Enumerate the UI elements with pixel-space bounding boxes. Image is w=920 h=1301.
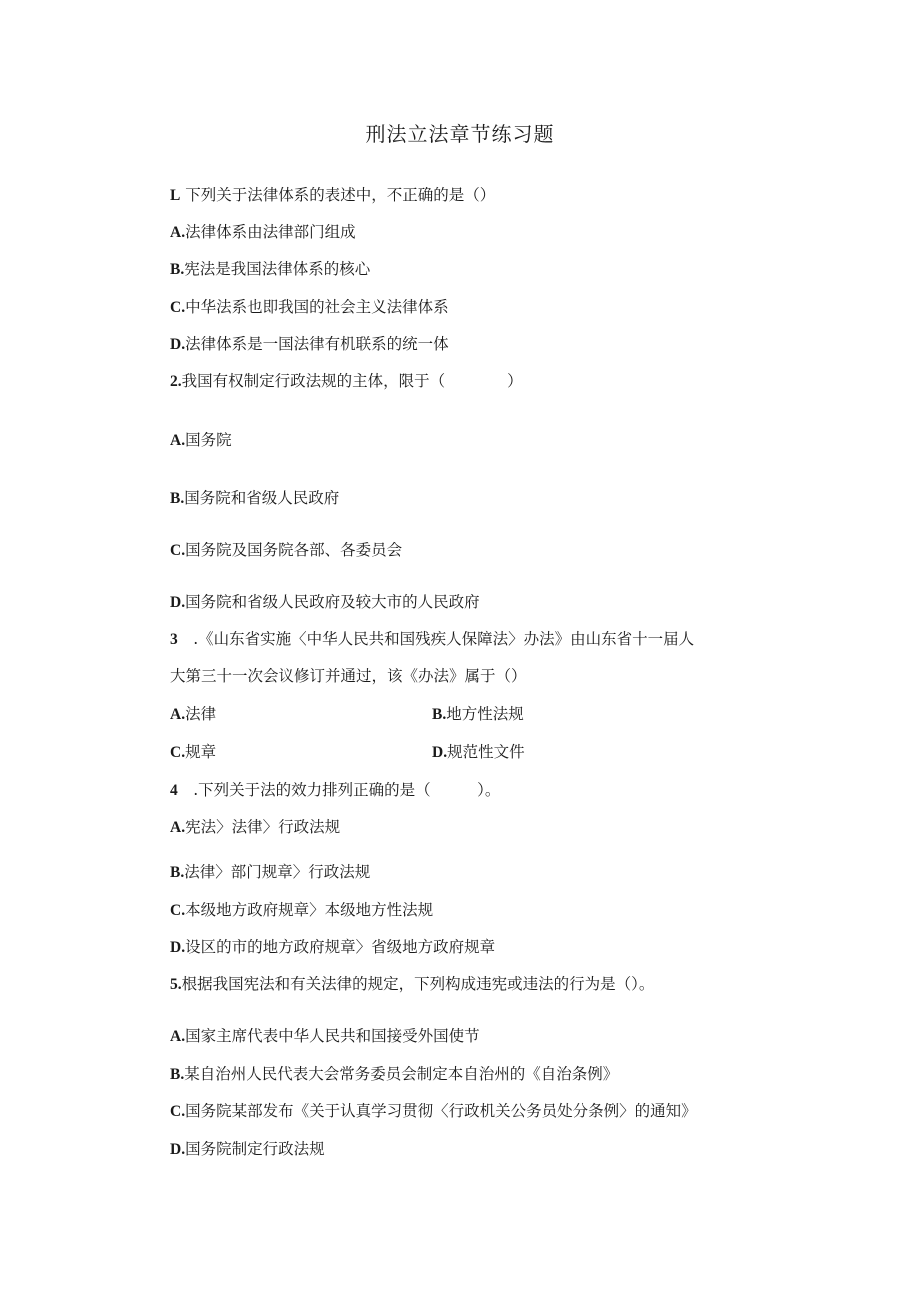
- option-text: 国务院制定行政法规: [185, 1140, 325, 1158]
- question-number: 3: [170, 631, 178, 648]
- question-number: 5.: [170, 976, 182, 993]
- option-mark: A.: [170, 1028, 186, 1045]
- option-text: 国务院和省级人民政府及较大市的人民政府: [185, 593, 480, 611]
- question-text: 我国有权制定行政法规的主体，限于（ ）: [181, 372, 523, 390]
- q3-option-d: [432, 741, 525, 764]
- question-3-stem-line-1: [170, 628, 694, 651]
- q4-option-c: [170, 899, 433, 922]
- question-number: 4: [170, 782, 178, 799]
- question-2-stem: [170, 370, 523, 393]
- question-text: .《山东省实施〈中华人民共和国残疾人保障法〉办法》由山东省十一届人: [177, 630, 695, 648]
- q5-option-b: [170, 1063, 618, 1086]
- option-text: 法律〉部门规章〉行政法规: [184, 863, 371, 881]
- question-1-stem: [170, 184, 495, 207]
- option-text: 法律体系是一国法律有机联系的统一体: [185, 335, 449, 353]
- q1-option-a: [170, 221, 356, 244]
- q5-option-a: [170, 1025, 480, 1048]
- q1-option-d: [170, 333, 449, 356]
- q2-option-a: [170, 429, 232, 452]
- question-text: 下列关于法律体系的表述中，不正确的是（）: [180, 186, 496, 204]
- option-mark: B.: [432, 706, 447, 723]
- option-text: 国务院及国务院各部、各委员会: [185, 541, 403, 559]
- q2-option-d: [170, 591, 480, 614]
- question-text: 根据我国宪法和有关法律的规定，下列构成违宪或违法的行为是（）。: [181, 975, 655, 993]
- option-mark: B.: [170, 864, 185, 881]
- option-mark: C.: [170, 1103, 186, 1120]
- q4-option-d: [170, 936, 495, 959]
- q1-option-c: [170, 296, 449, 319]
- option-mark: D.: [170, 336, 186, 353]
- option-text: 某自治州人民代表大会常务委员会制定本自治州的《自治条例》: [184, 1065, 619, 1083]
- option-mark: D.: [170, 939, 186, 956]
- option-mark: D.: [432, 744, 448, 761]
- question-number: 2.: [170, 373, 182, 390]
- option-text: 国务院和省级人民政府: [184, 489, 340, 507]
- option-mark: B.: [170, 490, 185, 507]
- option-text: 设区的市的地方政府规章〉省级地方政府规章: [185, 938, 496, 956]
- option-mark: A.: [170, 432, 186, 449]
- q3-option-c: [170, 741, 216, 764]
- q2-option-b: [170, 487, 339, 510]
- page-title: 刑法立法章节练习题: [365, 122, 555, 146]
- option-mark: A.: [170, 819, 186, 836]
- question-4-stem: [170, 779, 500, 802]
- q4-option-a: [170, 816, 340, 839]
- q2-option-c: [170, 539, 402, 562]
- q5-option-c: [170, 1100, 697, 1123]
- option-mark: B.: [170, 1066, 185, 1083]
- q5-option-d: [170, 1138, 325, 1161]
- option-mark: A.: [170, 706, 186, 723]
- option-mark: A.: [170, 224, 186, 241]
- question-5-stem: [170, 973, 654, 996]
- question-3-stem-line-2: [170, 665, 527, 687]
- option-text: 规范性文件: [447, 743, 525, 761]
- q3-option-b: [432, 703, 524, 726]
- option-mark: C.: [170, 299, 186, 316]
- option-text: 法律: [185, 705, 217, 723]
- question-text: .下列关于法的效力排列正确的是（ ）。: [177, 781, 501, 799]
- option-text: 地方性法规: [446, 705, 524, 723]
- option-text: 宪法〉法律〉行政法规: [185, 818, 341, 836]
- option-mark: C.: [170, 902, 186, 919]
- option-text: 法律体系由法律部门组成: [185, 223, 356, 241]
- q1-option-b: [170, 258, 370, 281]
- question-number: L: [170, 187, 181, 204]
- option-text: 宪法是我国法律体系的核心: [184, 260, 371, 278]
- option-text: 规章: [185, 743, 217, 761]
- question-text: 大第三十一次会议修订并通过，该《办法》属于（）: [170, 667, 527, 685]
- option-mark: B.: [170, 261, 185, 278]
- option-text: 本级地方政府规章〉本级地方性法规: [185, 901, 434, 919]
- option-mark: C.: [170, 744, 186, 761]
- option-mark: D.: [170, 1141, 186, 1158]
- option-mark: D.: [170, 594, 186, 611]
- option-mark: C.: [170, 542, 186, 559]
- option-text: 国家主席代表中华人民共和国接受外国使节: [185, 1027, 480, 1045]
- q4-option-b: [170, 861, 370, 884]
- option-text: 国务院: [185, 431, 232, 449]
- option-text: 国务院某部发布《关于认真学习贯彻〈行政机关公务员处分条例〉的通知》: [185, 1102, 697, 1120]
- option-text: 中华法系也即我国的社会主义法律体系: [185, 298, 449, 316]
- q3-option-a: [170, 703, 216, 726]
